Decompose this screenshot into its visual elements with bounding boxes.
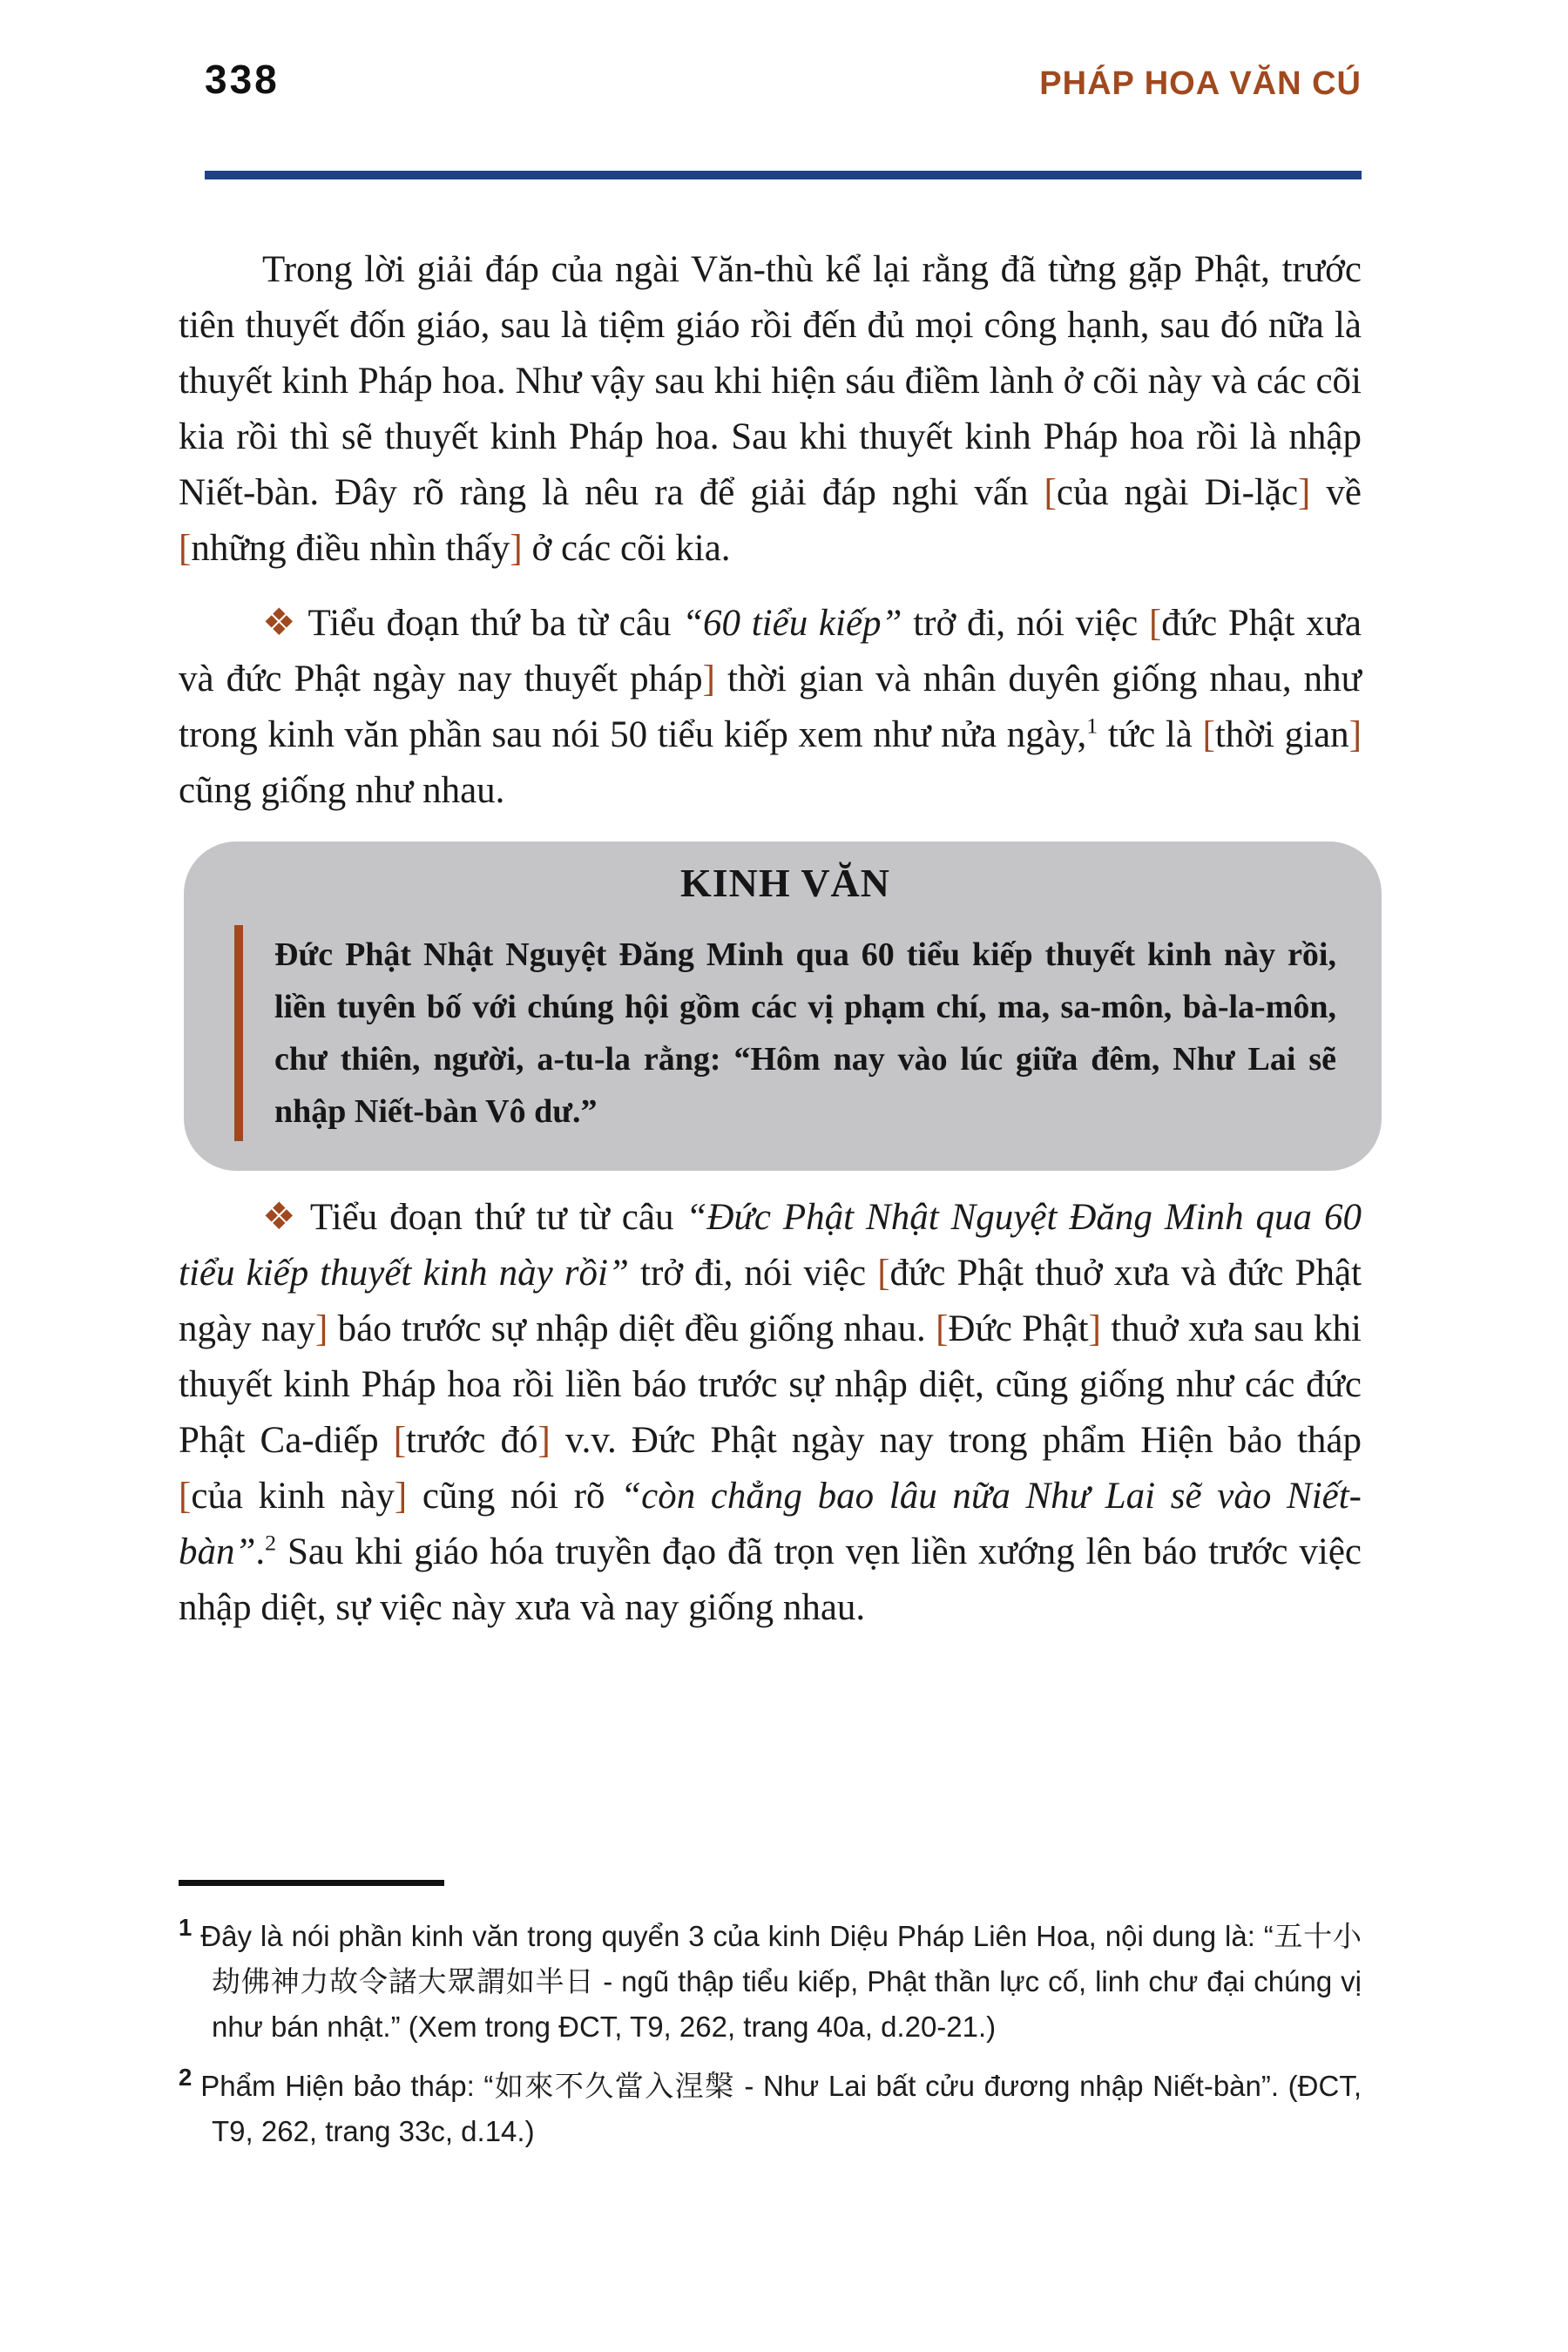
text-run: Đức Phật Nhật Nguyệt Đăng Minh qua 60 tiểu kiếp thuyết kinh này rồi, liền tuyên bố với chúng hội gồm các vị phạm chí, ma, sa-môn, bà-la-môn, chư thiên, người, a-tu-la rằng: “Hôm nay vào lúc giữa đêm, Như Lai sẽ nhập Niết-bàn Vô dư.” bbox=[274, 936, 1336, 1130]
footnote-2-text bbox=[200, 2070, 1362, 2147]
text-run: báo trước sự nhập diệt đều giống nhau. bbox=[328, 1308, 936, 1349]
bracket-mark: ] bbox=[510, 528, 523, 569]
paragraph-1 bbox=[179, 242, 1362, 577]
running-title: PHÁP HOA VĂN CÚ bbox=[1039, 65, 1362, 102]
paragraph-2 bbox=[179, 596, 1362, 819]
kinh-van-title: KINH VĂN bbox=[679, 861, 890, 905]
text-run: về bbox=[1310, 472, 1362, 513]
text-run: thời gian và nhân duyên giống nhau, như trong kinh văn phần sau nói 50 tiểu kiếp xem như nửa ngày, bbox=[179, 659, 1362, 755]
footnote-2 bbox=[179, 2055, 1362, 2154]
diamond-bullet-icon: ❖ bbox=[262, 603, 308, 644]
bracket-mark: ] bbox=[537, 1420, 551, 1461]
footnote-1-text bbox=[200, 1920, 1362, 2043]
text-run: cũng nói rõ bbox=[407, 1476, 621, 1517]
page-number: 338 bbox=[205, 57, 280, 102]
text-run: ở các cõi kia. bbox=[522, 528, 731, 569]
footnotes-section bbox=[179, 1880, 1362, 2159]
text-run: Phẩm Hiện bảo tháp: “ bbox=[200, 2070, 494, 2102]
bracket-mark: ] bbox=[1298, 472, 1311, 513]
bracket-mark: [ bbox=[1044, 472, 1057, 513]
diamond-bullet-icon: ❖ bbox=[262, 1197, 310, 1238]
chinese-text: 如來不久當入涅槃 bbox=[493, 2069, 735, 2103]
text-run: . bbox=[255, 1531, 266, 1572]
text-run: Trong lời giải đáp của ngài Văn-thù kể lại rằng đã từng gặp Phật, trước tiên thuyết đốn giáo, sau là tiệm giáo rồi đến đủ mọi công hạnh, sau đó nữa là thuyết kinh Pháp hoa. Như vậy sau khi hiện sáu điềm lành ở cõi này và các cõi kia rồi thì sẽ thuyết kinh Pháp hoa. Sau khi thuyết kinh Pháp hoa rồi là nhập Niết-bàn. Đây rõ ràng là nêu ra để giải đáp nghi vấn bbox=[179, 249, 1362, 513]
text-run: trở đi, nói việc bbox=[902, 603, 1149, 644]
bracket-mark: ] bbox=[1348, 714, 1362, 755]
text-run: trở đi, nói việc bbox=[628, 1253, 878, 1294]
bracket-mark: [ bbox=[936, 1308, 949, 1349]
bracket-mark: [ bbox=[877, 1253, 890, 1294]
scripture-quote bbox=[234, 925, 1336, 1141]
text-run: Đức Phật bbox=[948, 1308, 1089, 1349]
bracket-mark: ] bbox=[314, 1308, 328, 1349]
paragraph-3 bbox=[179, 1190, 1362, 1636]
footnote-2-marker: 2 bbox=[179, 2064, 193, 2091]
text-run: Đây là nói phần kinh văn trong quyển 3 của kinh Diệu Pháp Liên Hoa, nội dung là: “ bbox=[200, 1920, 1274, 1952]
header-rule bbox=[205, 171, 1362, 179]
text-run: cũng giống như nhau. bbox=[179, 770, 505, 811]
footnote-1 bbox=[179, 1905, 1362, 2050]
bracket-mark: [ bbox=[1202, 714, 1215, 755]
text-run: tức là bbox=[1098, 714, 1203, 755]
footnote-reference: 2 bbox=[265, 1530, 277, 1556]
bracket-mark: ] bbox=[1088, 1308, 1101, 1349]
bracket-mark: [ bbox=[179, 1476, 192, 1517]
bracket-mark: ] bbox=[702, 659, 715, 700]
text-run: - ngũ thập tiểu kiếp, Phật thần lực cố, linh chư đại chúng vị như bán nhật.” (Xem trong ĐCT, T9, 262, trang 40a, d.20-21.) bbox=[212, 1965, 1362, 2043]
italic-quote: “còn chẳng bao lâu nữa Như Lai sẽ vào Niết-bàn” bbox=[179, 1476, 1362, 1572]
text-run: v.v. Đức Phật ngày nay trong phẩm Hiện bảo tháp bbox=[550, 1420, 1362, 1461]
text-run: Tiểu đoạn thứ tư từ câu bbox=[309, 1197, 686, 1238]
bracket-mark: ] bbox=[394, 1476, 408, 1517]
text-run: thời gian bbox=[1214, 714, 1349, 755]
italic-quote: “60 tiểu kiếp” bbox=[682, 603, 902, 644]
text-run: những điều nhìn thấy bbox=[191, 528, 510, 569]
text-run: của ngài Di-lặc bbox=[1056, 472, 1299, 513]
bracket-mark: [ bbox=[1148, 603, 1162, 644]
kinh-van-box bbox=[184, 841, 1382, 1171]
footnote-1-marker: 1 bbox=[179, 1914, 193, 1941]
text-run: - Như Lai bất cửu đương nhập Niết-bàn”. (ĐCT, T9, 262, trang 33c, d.14.) bbox=[212, 2070, 1362, 2147]
text-run: của kinh này bbox=[191, 1476, 395, 1517]
italic-quote: “Đức Phật Nhật Nguyệt Đăng Minh qua 60 tiểu kiếp thuyết kinh này rồi” bbox=[179, 1197, 1362, 1294]
text-run: Tiểu đoạn thứ ba từ câu bbox=[308, 603, 683, 644]
main-text-column bbox=[179, 242, 1362, 1636]
page-header bbox=[205, 56, 1362, 103]
text-run: đức Phật thuở xưa và đức Phật ngày nay bbox=[179, 1253, 1362, 1349]
text-run: Sau khi giáo hóa truyền đạo đã trọn vẹn liền xướng lên báo trước việc nhập diệt, sự việc này xưa và nay giống nhau. bbox=[179, 1531, 1362, 1628]
footnote-reference: 1 bbox=[1086, 713, 1098, 739]
chinese-text: 五十小劫佛神力故令諸大眾謂如半日 bbox=[212, 1919, 1362, 1998]
footnote-separator bbox=[179, 1880, 444, 1886]
bracket-mark: [ bbox=[393, 1420, 407, 1461]
text-run: đức Phật xưa và đức Phật ngày nay thuyết pháp bbox=[179, 603, 1362, 700]
bracket-mark: [ bbox=[179, 528, 192, 569]
text-run: trước đó bbox=[406, 1420, 538, 1461]
text-run: thuở xưa sau khi thuyết kinh Pháp hoa rồi liền báo trước sự nhập diệt, cũng giống như các đức Phật Ca-diếp bbox=[179, 1308, 1362, 1461]
